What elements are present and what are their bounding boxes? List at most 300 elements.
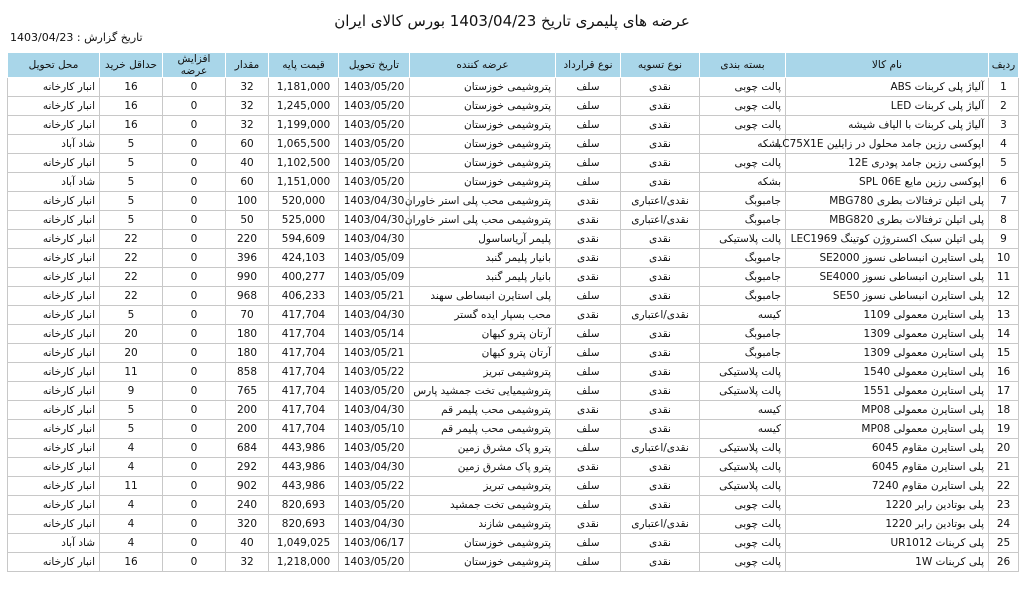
product-name-cell: پلی کربنات UR1012 — [786, 534, 989, 553]
offer-increase-cell: 0 — [163, 287, 226, 306]
row-number-cell: 21 — [989, 458, 1019, 477]
min-purchase-cell: 5 — [100, 135, 163, 154]
row-number-cell: 26 — [989, 553, 1019, 572]
quantity-cell: 32 — [226, 116, 269, 135]
supplier-cell: پتروشیمی خوزستان — [410, 135, 556, 154]
quantity-cell: 100 — [226, 192, 269, 211]
settlement-type-cell: نقدی — [621, 268, 700, 287]
row-number-cell: 14 — [989, 325, 1019, 344]
supplier-cell: پتروشیمی خوزستان — [410, 78, 556, 97]
offer-increase-cell: 0 — [163, 268, 226, 287]
table-row — [8, 173, 1019, 192]
report-date: تاریخ گزارش : 1403/04/23 — [10, 31, 143, 44]
offer-increase-cell: 0 — [163, 420, 226, 439]
base-price-cell: 443,986 — [269, 439, 339, 458]
supplier-cell: پتروشیمی خوزستان — [410, 116, 556, 135]
packaging-cell: پالت پلاستیکی — [700, 230, 786, 249]
contract-type-cell: نقدی — [556, 306, 621, 325]
product-name-cell: پلی استایرن معمولی MP08 — [786, 420, 989, 439]
base-price-cell: 417,704 — [269, 306, 339, 325]
supplier-cell: پتروشیمی تخت جمشید — [410, 496, 556, 515]
delivery-date-cell: 1403/04/30 — [339, 458, 410, 477]
product-name-cell: پلی کربنات 1W — [786, 553, 989, 572]
offer-increase-cell: 0 — [163, 515, 226, 534]
packaging-cell: بشکه — [700, 173, 786, 192]
base-price-cell: 525,000 — [269, 211, 339, 230]
contract-type-cell: سلف — [556, 135, 621, 154]
table-header-row — [8, 53, 1019, 78]
min-purchase-cell: 22 — [100, 230, 163, 249]
col-product-name-header: نام کالا — [786, 53, 989, 78]
supplier-cell: پتروشیمی خوزستان — [410, 154, 556, 173]
delivery-date-cell: 1403/05/20 — [339, 154, 410, 173]
packaging-cell: پالت چوبی — [700, 534, 786, 553]
min-purchase-cell: 5 — [100, 306, 163, 325]
delivery-place-cell: انبار کارخانه — [8, 78, 100, 97]
settlement-type-cell: نقدی — [621, 401, 700, 420]
table-row — [8, 325, 1019, 344]
base-price-cell: 443,986 — [269, 458, 339, 477]
delivery-place-cell: انبار کارخانه — [8, 401, 100, 420]
col-min-purchase-header: حداقل خرید — [100, 53, 163, 78]
row-number-cell: 19 — [989, 420, 1019, 439]
supplier-cell: پتروشیمی محب پلی استر خاوران — [410, 192, 556, 211]
settlement-type-cell: نقدی — [621, 363, 700, 382]
contract-type-cell: نقدی — [556, 249, 621, 268]
product-name-cell: پلی استایرن انبساطی نسوز SE2000 — [786, 249, 989, 268]
row-number-cell: 12 — [989, 287, 1019, 306]
min-purchase-cell: 11 — [100, 363, 163, 382]
settlement-type-cell: نقدی — [621, 97, 700, 116]
supplier-cell: پتروشیمی خوزستان — [410, 97, 556, 116]
table-row — [8, 515, 1019, 534]
product-name-cell: اپوکسی رزین مایع SPL 06E — [786, 173, 989, 192]
table-row — [8, 553, 1019, 572]
delivery-date-cell: 1403/05/20 — [339, 553, 410, 572]
table-row — [8, 382, 1019, 401]
min-purchase-cell: 9 — [100, 382, 163, 401]
packaging-cell: جامبوبگ — [700, 192, 786, 211]
contract-type-cell: نقدی — [556, 230, 621, 249]
supplier-cell: پتروشیمی خوزستان — [410, 173, 556, 192]
offer-increase-cell: 0 — [163, 230, 226, 249]
product-name-cell: پلی استایرن انبساطی نسوز SE50 — [786, 287, 989, 306]
product-name-cell: پلی بوتادین رابر 1220 — [786, 515, 989, 534]
min-purchase-cell: 5 — [100, 420, 163, 439]
row-number-cell: 9 — [989, 230, 1019, 249]
quantity-cell: 990 — [226, 268, 269, 287]
col-quantity-header: مقدار — [226, 53, 269, 78]
min-purchase-cell: 5 — [100, 211, 163, 230]
supplier-cell: آرتان پترو کیهان — [410, 325, 556, 344]
delivery-place-cell: شاد آباد — [8, 135, 100, 154]
table-row — [8, 116, 1019, 135]
product-name-cell: اپوکسی رزین جامد پودری 12E — [786, 154, 989, 173]
settlement-type-cell: نقدی — [621, 458, 700, 477]
product-name-cell: آلیاژ پلی کربنات با الیاف شیشه — [786, 116, 989, 135]
base-price-cell: 520,000 — [269, 192, 339, 211]
supplier-cell: بانیار پلیمر گنبد — [410, 268, 556, 287]
base-price-cell: 406,233 — [269, 287, 339, 306]
supplier-cell: پترو پاک مشرق زمین — [410, 458, 556, 477]
packaging-cell: پالت پلاستیکی — [700, 477, 786, 496]
base-price-cell: 417,704 — [269, 401, 339, 420]
offer-increase-cell: 0 — [163, 458, 226, 477]
delivery-place-cell: انبار کارخانه — [8, 553, 100, 572]
settlement-type-cell: نقدی — [621, 325, 700, 344]
row-number-cell: 1 — [989, 78, 1019, 97]
base-price-cell: 1,151,000 — [269, 173, 339, 192]
table-row — [8, 154, 1019, 173]
delivery-date-cell: 1403/05/09 — [339, 268, 410, 287]
delivery-date-cell: 1403/04/30 — [339, 306, 410, 325]
delivery-place-cell: شاد آباد — [8, 534, 100, 553]
delivery-date-cell: 1403/05/22 — [339, 363, 410, 382]
table-row — [8, 344, 1019, 363]
col-settlement-type-header: نوع تسویه — [621, 53, 700, 78]
supplier-cell: پلیمر آریاساسول — [410, 230, 556, 249]
row-number-cell: 7 — [989, 192, 1019, 211]
min-purchase-cell: 22 — [100, 249, 163, 268]
col-supplier-header: عرضه کننده — [410, 53, 556, 78]
base-price-cell: 400,277 — [269, 268, 339, 287]
offer-increase-cell: 0 — [163, 173, 226, 192]
product-name-cell: پلی استایرن معمولی 1540 — [786, 363, 989, 382]
contract-type-cell: سلف — [556, 97, 621, 116]
delivery-place-cell: انبار کارخانه — [8, 515, 100, 534]
delivery-place-cell: انبار کارخانه — [8, 306, 100, 325]
offer-increase-cell: 0 — [163, 439, 226, 458]
delivery-place-cell: انبار کارخانه — [8, 420, 100, 439]
offer-increase-cell: 0 — [163, 382, 226, 401]
contract-type-cell: سلف — [556, 553, 621, 572]
col-delivery-date-header: تاریخ تحویل — [339, 53, 410, 78]
row-number-cell: 24 — [989, 515, 1019, 534]
contract-type-cell: سلف — [556, 287, 621, 306]
offer-increase-cell: 0 — [163, 306, 226, 325]
quantity-cell: 32 — [226, 553, 269, 572]
packaging-cell: جامبوبگ — [700, 268, 786, 287]
table-row — [8, 401, 1019, 420]
product-name-cell: پلی اتیلن ترفتالات بطری MBG820 — [786, 211, 989, 230]
base-price-cell: 1,065,500 — [269, 135, 339, 154]
quantity-cell: 968 — [226, 287, 269, 306]
packaging-cell: کیسه — [700, 401, 786, 420]
min-purchase-cell: 16 — [100, 553, 163, 572]
delivery-place-cell: انبار کارخانه — [8, 287, 100, 306]
delivery-date-cell: 1403/05/14 — [339, 325, 410, 344]
col-delivery-place-header: محل تحویل — [8, 53, 100, 78]
min-purchase-cell: 16 — [100, 116, 163, 135]
settlement-type-cell: نقدی/اعتباری — [621, 192, 700, 211]
packaging-cell: پالت چوبی — [700, 515, 786, 534]
min-purchase-cell: 20 — [100, 325, 163, 344]
product-name-cell: پلی استایرن مقاوم 6045 — [786, 458, 989, 477]
delivery-place-cell: انبار کارخانه — [8, 382, 100, 401]
contract-type-cell: سلف — [556, 363, 621, 382]
row-number-cell: 3 — [989, 116, 1019, 135]
contract-type-cell: سلف — [556, 154, 621, 173]
delivery-date-cell: 1403/05/20 — [339, 496, 410, 515]
quantity-cell: 902 — [226, 477, 269, 496]
table-row — [8, 78, 1019, 97]
quantity-cell: 220 — [226, 230, 269, 249]
quantity-cell: 50 — [226, 211, 269, 230]
packaging-cell: پالت چوبی — [700, 97, 786, 116]
table-row — [8, 534, 1019, 553]
packaging-cell: پالت چوبی — [700, 116, 786, 135]
settlement-type-cell: نقدی — [621, 230, 700, 249]
settlement-type-cell: نقدی — [621, 344, 700, 363]
row-number-cell: 17 — [989, 382, 1019, 401]
delivery-date-cell: 1403/05/20 — [339, 116, 410, 135]
delivery-place-cell: انبار کارخانه — [8, 477, 100, 496]
base-price-cell: 820,693 — [269, 515, 339, 534]
offer-increase-cell: 0 — [163, 78, 226, 97]
delivery-date-cell: 1403/04/30 — [339, 192, 410, 211]
packaging-cell: کیسه — [700, 306, 786, 325]
row-number-cell: 10 — [989, 249, 1019, 268]
settlement-type-cell: نقدی — [621, 116, 700, 135]
base-price-cell: 820,693 — [269, 496, 339, 515]
delivery-place-cell: انبار کارخانه — [8, 325, 100, 344]
product-name-cell: پلی استایرن معمولی 1109 — [786, 306, 989, 325]
table-row — [8, 287, 1019, 306]
min-purchase-cell: 16 — [100, 78, 163, 97]
delivery-date-cell: 1403/04/30 — [339, 515, 410, 534]
product-name-cell: پلی استایرن انبساطی نسوز SE4000 — [786, 268, 989, 287]
offer-increase-cell: 0 — [163, 249, 226, 268]
delivery-place-cell: انبار کارخانه — [8, 192, 100, 211]
base-price-cell: 1,245,000 — [269, 97, 339, 116]
product-name-cell: پلی استایرن معمولی 1309 — [786, 325, 989, 344]
row-number-cell: 6 — [989, 173, 1019, 192]
settlement-type-cell: نقدی — [621, 287, 700, 306]
row-number-cell: 20 — [989, 439, 1019, 458]
row-number-cell: 4 — [989, 135, 1019, 154]
product-name-cell: پلی استایرن معمولی MP08 — [786, 401, 989, 420]
contract-type-cell: سلف — [556, 344, 621, 363]
base-price-cell: 1,181,000 — [269, 78, 339, 97]
supplier-cell: پتروشیمی محب پلیمر قم — [410, 420, 556, 439]
product-name-cell: آلیاژ پلی کربنات LED — [786, 97, 989, 116]
row-number-cell: 8 — [989, 211, 1019, 230]
packaging-cell: پالت چوبی — [700, 496, 786, 515]
packaging-cell: پالت پلاستیکی — [700, 363, 786, 382]
product-name-cell: اپوکسی رزین جامد محلول در زایلین LC75X1E — [786, 135, 989, 154]
settlement-type-cell: نقدی — [621, 420, 700, 439]
contract-type-cell: نقدی — [556, 268, 621, 287]
settlement-type-cell: نقدی — [621, 496, 700, 515]
product-name-cell: پلی استایرن مقاوم 7240 — [786, 477, 989, 496]
delivery-place-cell: انبار کارخانه — [8, 458, 100, 477]
quantity-cell: 292 — [226, 458, 269, 477]
contract-type-cell: سلف — [556, 439, 621, 458]
delivery-date-cell: 1403/05/20 — [339, 78, 410, 97]
product-name-cell: پلی استایرن معمولی 1551 — [786, 382, 989, 401]
delivery-date-cell: 1403/04/30 — [339, 401, 410, 420]
packaging-cell: پالت چوبی — [700, 553, 786, 572]
table-row — [8, 268, 1019, 287]
product-name-cell: پلی بوتادین رابر 1220 — [786, 496, 989, 515]
settlement-type-cell: نقدی — [621, 382, 700, 401]
contract-type-cell: نقدی — [556, 211, 621, 230]
offer-increase-cell: 0 — [163, 401, 226, 420]
delivery-date-cell: 1403/04/30 — [339, 211, 410, 230]
col-row-no-header: ردیف — [989, 53, 1019, 78]
settlement-type-cell: نقدی/اعتباری — [621, 515, 700, 534]
packaging-cell: پالت چوبی — [700, 154, 786, 173]
offer-increase-cell: 0 — [163, 477, 226, 496]
delivery-place-cell: انبار کارخانه — [8, 363, 100, 382]
min-purchase-cell: 22 — [100, 268, 163, 287]
settlement-type-cell: نقدی/اعتباری — [621, 439, 700, 458]
row-number-cell: 2 — [989, 97, 1019, 116]
offer-increase-cell: 0 — [163, 496, 226, 515]
supplier-cell: پترو پاک مشرق زمین — [410, 439, 556, 458]
delivery-place-cell: انبار کارخانه — [8, 97, 100, 116]
offer-increase-cell: 0 — [163, 154, 226, 173]
delivery-date-cell: 1403/05/21 — [339, 344, 410, 363]
quantity-cell: 684 — [226, 439, 269, 458]
quantity-cell: 180 — [226, 344, 269, 363]
packaging-cell: کیسه — [700, 420, 786, 439]
table-row — [8, 97, 1019, 116]
base-price-cell: 417,704 — [269, 344, 339, 363]
delivery-place-cell: انبار کارخانه — [8, 268, 100, 287]
min-purchase-cell: 5 — [100, 192, 163, 211]
settlement-type-cell: نقدی — [621, 173, 700, 192]
table-row — [8, 477, 1019, 496]
packaging-cell: جامبوبگ — [700, 249, 786, 268]
base-price-cell: 1,199,000 — [269, 116, 339, 135]
contract-type-cell: نقدی — [556, 192, 621, 211]
row-number-cell: 13 — [989, 306, 1019, 325]
table-row — [8, 439, 1019, 458]
base-price-cell: 1,218,000 — [269, 553, 339, 572]
packaging-cell: پالت پلاستیکی — [700, 439, 786, 458]
table-row — [8, 306, 1019, 325]
table-row — [8, 230, 1019, 249]
delivery-place-cell: انبار کارخانه — [8, 344, 100, 363]
table-row — [8, 496, 1019, 515]
base-price-cell: 417,704 — [269, 382, 339, 401]
offer-increase-cell: 0 — [163, 97, 226, 116]
supplier-cell: پتروشیمی محب پلیمر قم — [410, 401, 556, 420]
contract-type-cell: سلف — [556, 78, 621, 97]
delivery-date-cell: 1403/05/22 — [339, 477, 410, 496]
quantity-cell: 200 — [226, 420, 269, 439]
packaging-cell: جامبوبگ — [700, 211, 786, 230]
contract-type-cell: سلف — [556, 420, 621, 439]
supplier-cell: پتروشیمی محب پلی استر خاوران — [410, 211, 556, 230]
base-price-cell: 417,704 — [269, 420, 339, 439]
supplier-cell: بانیار پلیمر گنبد — [410, 249, 556, 268]
delivery-date-cell: 1403/05/20 — [339, 135, 410, 154]
delivery-date-cell: 1403/05/10 — [339, 420, 410, 439]
table-row — [8, 211, 1019, 230]
supplier-cell: پتروشیمی تبریز — [410, 477, 556, 496]
delivery-place-cell: شاد آباد — [8, 173, 100, 192]
table-row — [8, 420, 1019, 439]
row-number-cell: 23 — [989, 496, 1019, 515]
offer-increase-cell: 0 — [163, 344, 226, 363]
contract-type-cell: سلف — [556, 173, 621, 192]
min-purchase-cell: 4 — [100, 534, 163, 553]
supplier-cell: پلی استایرن انبساطی سهند — [410, 287, 556, 306]
supplier-cell: پتروشیمی خوزستان — [410, 534, 556, 553]
row-number-cell: 25 — [989, 534, 1019, 553]
quantity-cell: 396 — [226, 249, 269, 268]
table-row — [8, 458, 1019, 477]
row-number-cell: 18 — [989, 401, 1019, 420]
delivery-date-cell: 1403/04/30 — [339, 230, 410, 249]
offer-increase-cell: 0 — [163, 116, 226, 135]
base-price-cell: 424,103 — [269, 249, 339, 268]
quantity-cell: 765 — [226, 382, 269, 401]
packaging-cell: جامبوبگ — [700, 325, 786, 344]
contract-type-cell: سلف — [556, 496, 621, 515]
quantity-cell: 32 — [226, 78, 269, 97]
delivery-date-cell: 1403/05/20 — [339, 97, 410, 116]
packaging-cell: جامبوبگ — [700, 344, 786, 363]
packaging-cell: پالت چوبی — [700, 78, 786, 97]
table-row — [8, 135, 1019, 154]
contract-type-cell: نقدی — [556, 515, 621, 534]
quantity-cell: 180 — [226, 325, 269, 344]
min-purchase-cell: 22 — [100, 287, 163, 306]
col-packaging-header: بسته بندی — [700, 53, 786, 78]
quantity-cell: 40 — [226, 154, 269, 173]
base-price-cell: 1,049,025 — [269, 534, 339, 553]
product-name-cell: پلی اتیلن سبک اکستروژن کوتینگ LEC1969 — [786, 230, 989, 249]
quantity-cell: 70 — [226, 306, 269, 325]
row-number-cell: 15 — [989, 344, 1019, 363]
min-purchase-cell: 4 — [100, 515, 163, 534]
delivery-place-cell: انبار کارخانه — [8, 230, 100, 249]
contract-type-cell: سلف — [556, 534, 621, 553]
settlement-type-cell: نقدی — [621, 249, 700, 268]
product-name-cell: پلی اتیلن ترفتالات بطری MBG780 — [786, 192, 989, 211]
min-purchase-cell: 16 — [100, 97, 163, 116]
packaging-cell: بشکه — [700, 135, 786, 154]
quantity-cell: 200 — [226, 401, 269, 420]
delivery-date-cell: 1403/05/20 — [339, 173, 410, 192]
offer-increase-cell: 0 — [163, 135, 226, 154]
base-price-cell: 1,102,500 — [269, 154, 339, 173]
delivery-place-cell: انبار کارخانه — [8, 496, 100, 515]
supplier-cell: پتروشیمی تبریز — [410, 363, 556, 382]
min-purchase-cell: 11 — [100, 477, 163, 496]
row-number-cell: 5 — [989, 154, 1019, 173]
supplier-cell: محب بسپار ایده گستر — [410, 306, 556, 325]
settlement-type-cell: نقدی — [621, 534, 700, 553]
col-contract-type-header: نوع قرارداد — [556, 53, 621, 78]
product-name-cell: آلیاژ پلی کربنات ABS — [786, 78, 989, 97]
col-offer-increase-header: افزایش عرضه — [163, 53, 226, 78]
offer-increase-cell: 0 — [163, 211, 226, 230]
quantity-cell: 60 — [226, 173, 269, 192]
min-purchase-cell: 4 — [100, 458, 163, 477]
settlement-type-cell: نقدی — [621, 553, 700, 572]
offer-increase-cell: 0 — [163, 553, 226, 572]
supplier-cell: پتروشیمیایی تخت جمشید پارس — [410, 382, 556, 401]
page-title: عرضه های پلیمری تاریخ 1403/04/23 بورس کالای ایران — [334, 12, 690, 30]
product-name-cell: پلی استایرن مقاوم 6045 — [786, 439, 989, 458]
base-price-cell: 443,986 — [269, 477, 339, 496]
delivery-place-cell: انبار کارخانه — [8, 439, 100, 458]
quantity-cell: 40 — [226, 534, 269, 553]
